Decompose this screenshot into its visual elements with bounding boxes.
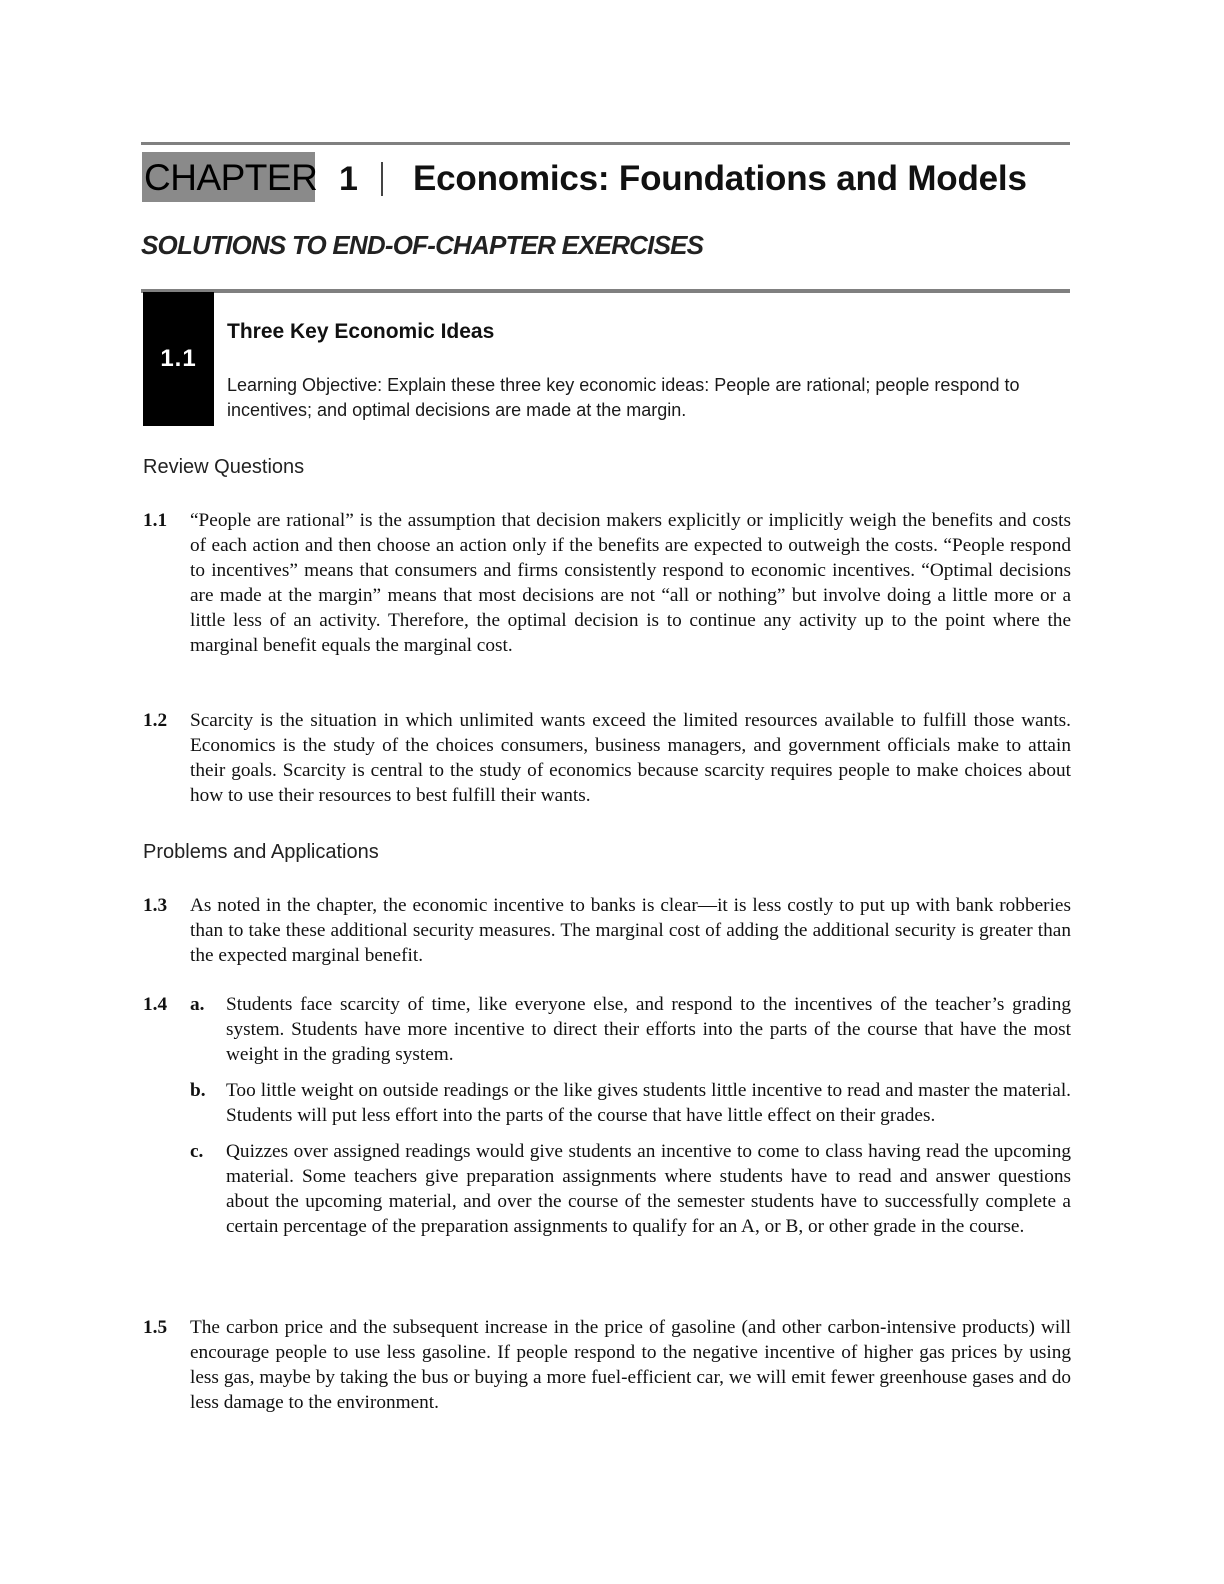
part-label: b. xyxy=(190,1080,206,1101)
chapter-label: CHAPTER xyxy=(142,152,315,202)
learning-objective: Learning Objective: Explain these three key economic ideas: People are rational; people respond to incentives; and optimal decisions are made at the margin. xyxy=(227,375,1020,420)
item-text: The carbon price and the subsequent increase in the price of gasoline (and other carbon-intensive products) will encourage people to use less gasoline. If people respond to the negative incentive of higher gas prices by using less gas, maybe by taking the bus or buying a more fuel-efficient car, we will emit fewer greenhouse gases and do less damage to the environment. xyxy=(190,1317,1071,1413)
chapter-number: 1 xyxy=(339,160,358,198)
top-rule xyxy=(141,142,1070,145)
problem-part xyxy=(143,1078,1071,1128)
item-text: Scarcity is the situation in which unlimited wants exceed the limited resources available to fulfill those wants. Economics is the study of the choices consumers, business managers, and government officials make to attain their goals. Scarcity is central to the study of economics because scarcity requires people to make choices about how to use their resources to best fulfill their wants. xyxy=(190,710,1071,806)
section-title: Three Key Economic Ideas xyxy=(227,320,495,343)
item-text: As noted in the chapter, the economic incentive to banks is clear—it is less costly to put up with bank robberies than to take these additional security measures. The marginal cost of adding the additional security is greater than the expected marginal benefit. xyxy=(190,895,1071,966)
part-text: Quizzes over assigned readings would give students an incentive to come to class having read the upcoming material. Some teachers give preparation assignments where students have to read and answer questions about the upcoming material, and over the course of the semester students have to successfully complete a certain percentage of the preparation assignments to qualify for an A, or B, or other grade in the course. xyxy=(226,1141,1071,1237)
review-question-item xyxy=(143,508,1071,658)
chapter-title: Economics: Foundations and Models xyxy=(413,159,1027,198)
problem-part xyxy=(143,1139,1071,1239)
item-number: 1.3 xyxy=(143,895,168,916)
item-number: 1.4 xyxy=(143,994,168,1015)
chapter-header xyxy=(141,152,1071,204)
section-number: 1.1 xyxy=(143,292,214,426)
chapter-separator xyxy=(381,162,383,196)
item-number: 1.1 xyxy=(143,510,168,531)
item-text: “People are rational” is the assumption that decision makers explicitly or implicitly weigh the benefits and costs of each action and then choose an action only if the benefits are expected to outweigh the costs. “People respond to incentives” means that consumers and firms consistently respond to economic incentives. “Optimal decisions are made at the margin” means that most decisions are not “all or nothing” but involve doing a little more or a little less of an activity. Therefore, the optimal decision is to continue any activity up to the point where the marginal benefit equals the marginal cost. xyxy=(190,510,1071,656)
section-rule xyxy=(141,289,1070,293)
part-text: Too little weight on outside readings or the like gives students little incentive to read and master the material. Students will put less effort into the parts of the course that have little effect on their grades. xyxy=(226,1080,1071,1126)
problem-item xyxy=(143,992,1071,1239)
problems-heading: Problems and Applications xyxy=(143,841,379,863)
review-questions-heading: Review Questions xyxy=(143,456,305,478)
problem-item xyxy=(143,1315,1071,1415)
problem-part xyxy=(143,992,1071,1067)
item-number: 1.5 xyxy=(143,1317,168,1338)
part-text: Students face scarcity of time, like everyone else, and respond to the incentives of the teacher’s grading system. Students have more incentive to direct their efforts into the parts of the course that have the most weight in the grading system. xyxy=(226,994,1071,1065)
item-number: 1.2 xyxy=(143,710,168,731)
review-question-item xyxy=(143,708,1071,808)
problem-item xyxy=(143,893,1071,968)
part-label: c. xyxy=(190,1141,204,1162)
part-label: a. xyxy=(190,994,205,1015)
solutions-heading: SOLUTIONS TO END-OF-CHAPTER EXERCISES xyxy=(141,230,704,260)
